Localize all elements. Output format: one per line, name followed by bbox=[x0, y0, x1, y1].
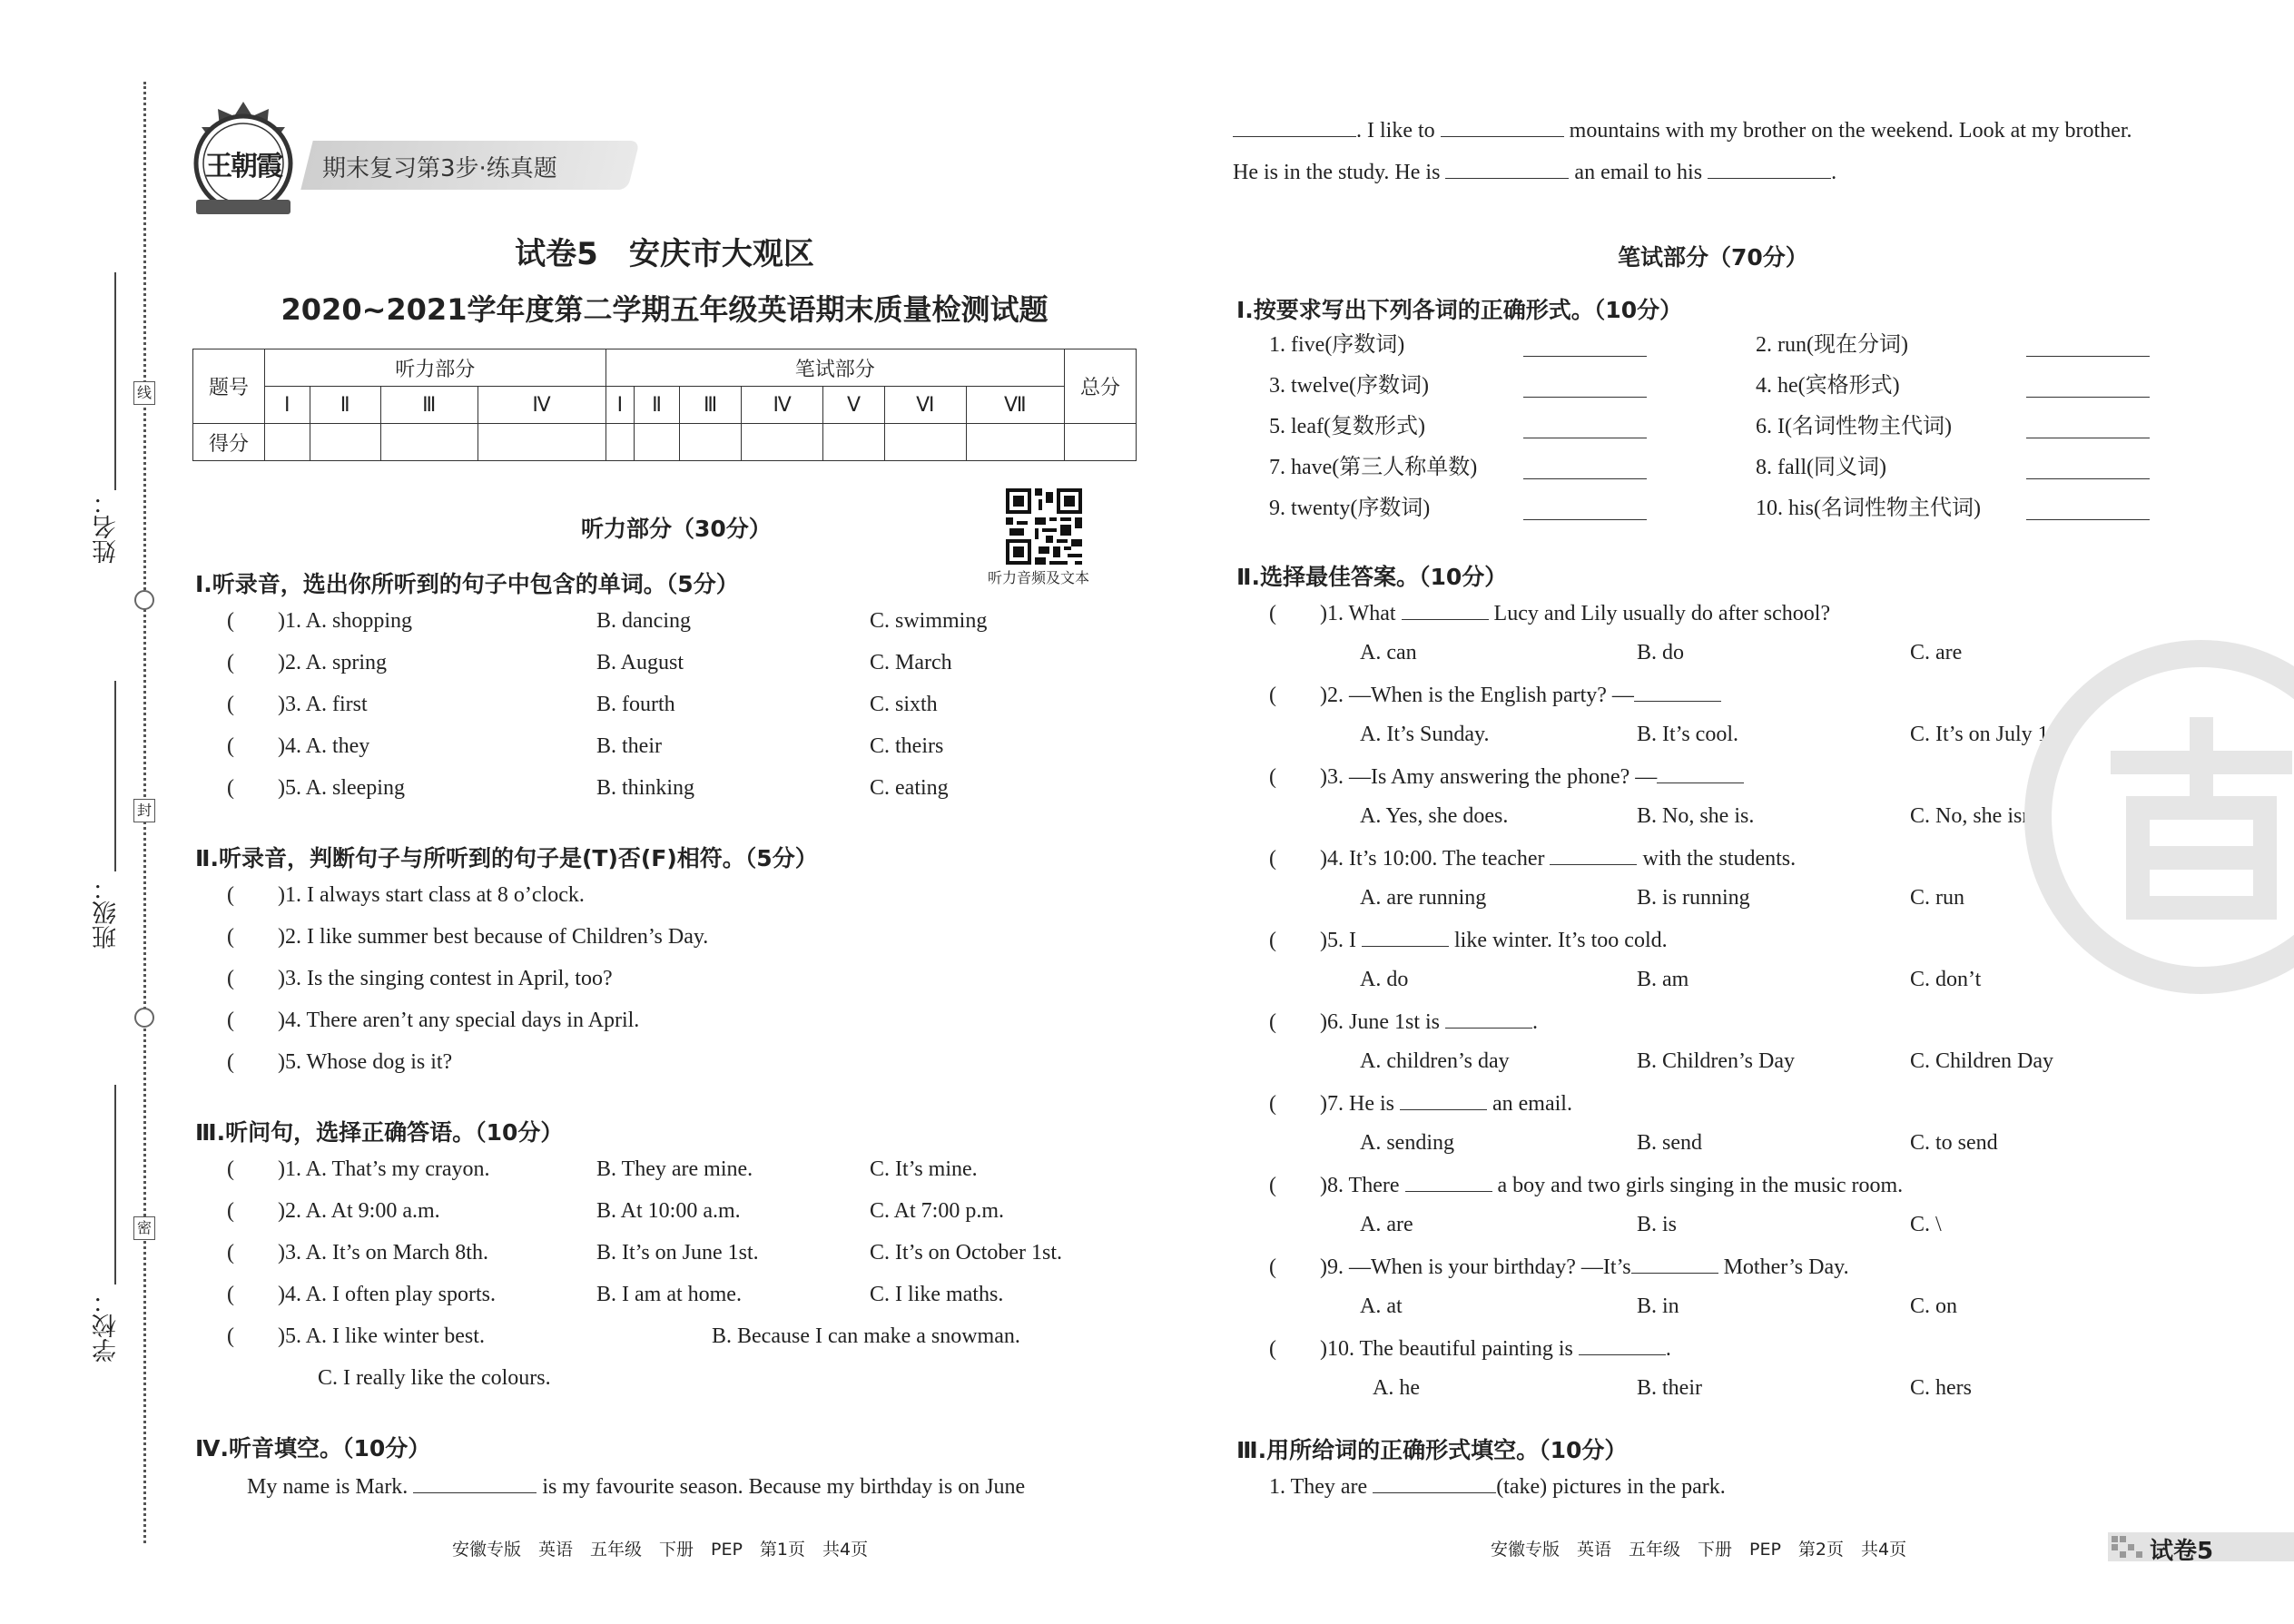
col-l3: Ⅲ bbox=[380, 387, 478, 424]
w-s2-q7-c: C. to send bbox=[1910, 1131, 1998, 1155]
w-s2-q5-a: A. do bbox=[1360, 968, 1409, 991]
question-text: Mother’s Day. bbox=[1723, 1255, 1849, 1279]
w-s2-q4 bbox=[1269, 846, 1796, 870]
question-text[interactable]: ( )5. I bbox=[1269, 929, 1356, 952]
score-cell[interactable] bbox=[966, 424, 1064, 461]
fill-blank bbox=[1405, 1173, 1492, 1192]
l-s3-q3-b: B. It’s on June 1st. bbox=[596, 1241, 759, 1265]
w-s2-q8-c: C. \ bbox=[1910, 1213, 1942, 1236]
col-l4: Ⅳ bbox=[478, 387, 605, 424]
l-s1-q2-b: B. August bbox=[596, 651, 684, 674]
question-text[interactable]: ( )3. —Is Amy answering the phone? — bbox=[1269, 765, 1658, 789]
w-s2-q9 bbox=[1269, 1255, 1849, 1278]
question-text: Lucy and Lily usually do after school? bbox=[1493, 602, 1831, 625]
l-s2-q5[interactable]: ( )5. Whose dog is it? bbox=[227, 1050, 453, 1074]
l-s4-text: is my favourite season. Because my birthday is on June bbox=[542, 1475, 1026, 1499]
w-s2-q5 bbox=[1269, 928, 1668, 951]
fill-blank bbox=[1631, 1255, 1718, 1274]
w-s1-blank[interactable] bbox=[2026, 338, 2150, 357]
w-s2-q10-c: C. hers bbox=[1910, 1376, 1972, 1400]
l-s4-line1 bbox=[247, 1474, 1025, 1498]
question-text: an email. bbox=[1492, 1092, 1572, 1116]
l-s4-heading: Ⅳ.听音填空。（10分） bbox=[195, 1435, 431, 1462]
l-s3-q1-c: C. It’s mine. bbox=[870, 1157, 978, 1181]
l-s1-q2[interactable]: ( )2. A. spring bbox=[227, 651, 387, 674]
seal-mark-xian: 线 bbox=[133, 381, 155, 405]
l-s2-q4[interactable]: ( )4. There aren’t any special days in April. bbox=[227, 1009, 640, 1032]
question-text: like winter. It’s too cold. bbox=[1453, 929, 1668, 952]
written-header: 笔试部分 bbox=[605, 349, 1065, 387]
w-s1-q9: 9. twenty(序数词) bbox=[1269, 497, 1431, 520]
col-w5: Ⅴ bbox=[823, 387, 885, 424]
w-s2-q8 bbox=[1269, 1173, 1903, 1196]
w-s2-q1 bbox=[1269, 601, 1830, 625]
l-s3-q4-b: B. I am at home. bbox=[596, 1283, 742, 1306]
exam-subtitle: 2020~2021学年度第二学期五年级英语期末质量检测试题 bbox=[281, 292, 1049, 327]
fill-blank bbox=[1634, 683, 1721, 702]
w-s1-blank[interactable] bbox=[2026, 460, 2150, 479]
score-table bbox=[192, 349, 1137, 461]
w-s2-q3 bbox=[1269, 764, 1744, 788]
l-s1-q1[interactable]: ( )1. A. shopping bbox=[227, 609, 412, 633]
footer-right: 安徽专版 英语 五年级 下册 PEP 第2页 共4页 bbox=[1491, 1540, 1907, 1560]
score-cell[interactable] bbox=[742, 424, 823, 461]
name-field[interactable] bbox=[114, 272, 116, 490]
w-s2-q4-c: C. run bbox=[1910, 886, 1964, 910]
w-s2-q3-b: B. No, she is. bbox=[1637, 804, 1755, 828]
w-s2-q1-c: C. are bbox=[1910, 641, 1963, 664]
fill-blank bbox=[1362, 928, 1449, 947]
exam-title: 试卷5 安庆市大观区 bbox=[515, 236, 814, 272]
col-w4: Ⅳ bbox=[742, 387, 823, 424]
fill-blank bbox=[1657, 764, 1744, 783]
score-cell[interactable] bbox=[884, 424, 966, 461]
written-title: 笔试部分（70分） bbox=[1618, 244, 1808, 271]
w-s2-q5-b: B. am bbox=[1637, 968, 1689, 991]
question-text[interactable]: ( )6. June 1st is bbox=[1269, 1010, 1440, 1034]
w-s1-q8: 8. fall(同义词) bbox=[1756, 456, 1886, 479]
l-s3-q3-c: C. It’s on October 1st. bbox=[870, 1241, 1062, 1265]
question-text[interactable]: ( )4. It’s 10:00. The teacher bbox=[1269, 847, 1545, 871]
score-cell[interactable] bbox=[605, 424, 635, 461]
name-label: 姓名： bbox=[93, 490, 121, 564]
brand-logo bbox=[180, 98, 307, 216]
w-s2-q3-c: C. No, she isn’t. bbox=[1910, 804, 2052, 828]
w-s1-q2: 2. run(现在分词) bbox=[1756, 333, 1908, 357]
w-s2-q2-c: C. It’s on July 1st. bbox=[1910, 723, 2069, 746]
col-w1: Ⅰ bbox=[605, 387, 635, 424]
l-s3-q2[interactable]: ( )2. A. At 9:00 a.m. bbox=[227, 1199, 440, 1223]
fill-blank bbox=[1579, 1336, 1666, 1355]
w-s2-q8-a: A. are bbox=[1360, 1213, 1413, 1236]
row-label-number: 题号 bbox=[193, 349, 265, 424]
w-s2-q10 bbox=[1269, 1336, 1671, 1360]
w-s2-q10-b: B. their bbox=[1637, 1376, 1702, 1400]
score-cell[interactable] bbox=[478, 424, 605, 461]
w-s2-q9-a: A. at bbox=[1360, 1294, 1403, 1318]
l-s1-q1-c: C. swimming bbox=[870, 609, 988, 633]
col-w7: Ⅶ bbox=[966, 387, 1064, 424]
w-s1-blank[interactable] bbox=[1523, 460, 1647, 479]
l-s1-q4-c: C. theirs bbox=[870, 734, 944, 758]
total-header: 总分 bbox=[1065, 349, 1137, 424]
l-s4-text: My name is Mark. bbox=[247, 1475, 409, 1499]
score-cell[interactable] bbox=[635, 424, 680, 461]
w-s2-q4-a: A. are running bbox=[1360, 886, 1487, 910]
qr-caption: 听力音频及文本 bbox=[988, 569, 1090, 586]
w-s2-q6-c: C. Children Day bbox=[1910, 1049, 2053, 1073]
logo-wordmark: 王朝霞 bbox=[205, 151, 281, 182]
w-s3-heading: Ⅲ.用所给词的正确形式填空。（10分） bbox=[1236, 1437, 1628, 1463]
w-s2-q6-a: A. children’s day bbox=[1360, 1049, 1510, 1073]
fill-blank[interactable] bbox=[1445, 160, 1569, 179]
w-s1-blank[interactable] bbox=[2026, 379, 2150, 398]
r-s4-text: . I like to bbox=[1356, 119, 1435, 143]
w-s1-q3: 3. twelve(序数词) bbox=[1269, 374, 1429, 398]
w-s2-q1-b: B. do bbox=[1637, 641, 1685, 664]
score-cell[interactable] bbox=[823, 424, 885, 461]
r-s4-text: mountains with my brother on the weekend. Look at my brother. bbox=[1569, 119, 2132, 143]
l-s3-q5-b: B. Because I can make a snowman. bbox=[712, 1324, 1020, 1348]
col-w3: Ⅲ bbox=[680, 387, 742, 424]
w-s1-q4: 4. he(宾格形式) bbox=[1756, 374, 1900, 398]
w-s2-q6-b: B. Children’s Day bbox=[1637, 1049, 1795, 1073]
w-s2-q8-b: B. is bbox=[1637, 1213, 1678, 1236]
l-s1-q5-c: C. eating bbox=[870, 776, 949, 800]
l-s2-q3[interactable]: ( )3. Is the singing contest in April, too? bbox=[227, 967, 613, 990]
w-s1-blank[interactable] bbox=[2026, 501, 2150, 520]
question-text: (take) pictures in the park. bbox=[1496, 1475, 1726, 1499]
w-s1-q10: 10. his(名词性物主代词) bbox=[1756, 497, 1981, 520]
question-text: a boy and two girls singing in the music room. bbox=[1497, 1174, 1904, 1197]
w-s1-blank[interactable] bbox=[1523, 338, 1647, 357]
l-s1-q4-b: B. their bbox=[596, 734, 662, 758]
r-s4-line3 bbox=[1233, 160, 1836, 183]
l-s3-q5-c: C. I really like the colours. bbox=[318, 1366, 551, 1390]
question-text[interactable]: ( )1. What bbox=[1269, 602, 1396, 625]
col-w2: Ⅱ bbox=[635, 387, 680, 424]
listening-title: 听力部分（30分） bbox=[581, 516, 772, 542]
l-s3-q3[interactable]: ( )3. A. It’s on March 8th. bbox=[227, 1241, 488, 1265]
w-s2-q2-b: B. It’s cool. bbox=[1637, 723, 1738, 746]
question-text: . bbox=[1532, 1010, 1538, 1034]
l-s1-q4[interactable]: ( )4. A. they bbox=[227, 734, 370, 758]
fill-blank bbox=[1550, 846, 1637, 865]
fill-blank[interactable] bbox=[1233, 118, 1356, 137]
fill-blank[interactable] bbox=[1373, 1474, 1496, 1493]
w-s2-q2-a: A. It’s Sunday. bbox=[1360, 723, 1490, 746]
l-s3-q5[interactable]: ( )5. A. I like winter best. bbox=[227, 1324, 485, 1348]
question-text: with the students. bbox=[1642, 847, 1797, 871]
score-cell[interactable] bbox=[680, 424, 742, 461]
l-s3-q4-c: C. I like maths. bbox=[870, 1283, 1004, 1306]
w-s2-q3-a: A. Yes, she does. bbox=[1360, 804, 1509, 828]
l-s3-q4[interactable]: ( )4. A. I often play sports. bbox=[227, 1283, 496, 1306]
seal-watermark-glyph bbox=[2083, 699, 2294, 935]
w-s2-q9-b: B. in bbox=[1637, 1294, 1679, 1318]
binding-hole bbox=[134, 590, 154, 610]
l-s3-q1-b: B. They are mine. bbox=[596, 1157, 753, 1181]
section-badge-text: 期末复习第3步·练真题 bbox=[322, 155, 557, 182]
school-label: 学校： bbox=[93, 1289, 121, 1363]
score-cell[interactable] bbox=[380, 424, 478, 461]
r-s4-line2 bbox=[1233, 118, 2132, 142]
w-s1-blank[interactable] bbox=[2026, 419, 2150, 438]
w-s2-q4-b: B. is running bbox=[1637, 886, 1750, 910]
w-s1-blank[interactable] bbox=[1523, 419, 1647, 438]
w-s2-q6 bbox=[1269, 1009, 1538, 1033]
l-s1-q3[interactable]: ( )3. A. first bbox=[227, 693, 368, 716]
question-text[interactable]: ( )2. —When is the English party? — bbox=[1269, 684, 1634, 707]
listening-header: 听力部分 bbox=[265, 349, 606, 387]
l-s2-heading: Ⅱ.听录音，判断句子与所听到的句子是(T)否(F)相符。（5分） bbox=[195, 845, 818, 871]
l-s3-q2-b: B. At 10:00 a.m. bbox=[596, 1199, 741, 1223]
seal-mark-mi: 密 bbox=[133, 1216, 155, 1240]
l-s3-q2-c: C. At 7:00 p.m. bbox=[870, 1199, 1005, 1223]
w-s2-q5-c: C. don’t bbox=[1910, 968, 1982, 991]
w-s1-q5: 5. leaf(复数形式) bbox=[1269, 415, 1425, 438]
l-s1-heading: Ⅰ.听录音，选出你所听到的句子中包含的单词。（5分） bbox=[195, 571, 739, 597]
fill-blank bbox=[1400, 1091, 1487, 1110]
w-s2-q7 bbox=[1269, 1091, 1572, 1115]
w-s2-q2 bbox=[1269, 683, 1721, 706]
w-s3-q1 bbox=[1269, 1474, 1726, 1498]
l-s1-q3-b: B. fourth bbox=[596, 693, 675, 716]
fill-blank bbox=[1402, 601, 1489, 620]
w-s1-q6: 6. I(名词性物主代词) bbox=[1756, 415, 1952, 438]
question-text: . bbox=[1665, 1337, 1671, 1361]
w-s1-q7: 7. have(第三人称单数) bbox=[1269, 456, 1478, 479]
fill-blank[interactable] bbox=[1441, 118, 1564, 137]
w-s1-blank[interactable] bbox=[1523, 379, 1647, 398]
class-field[interactable] bbox=[114, 681, 116, 871]
r-s4-text: He is in the study. He is bbox=[1233, 161, 1441, 184]
score-cell[interactable] bbox=[310, 424, 380, 461]
l-s1-q5[interactable]: ( )5. A. sleeping bbox=[227, 776, 405, 800]
fill-blank bbox=[1445, 1009, 1532, 1029]
footer-tab-label: 试卷5 bbox=[2150, 1538, 2214, 1565]
footer-left: 安徽专版 英语 五年级 下册 PEP 第1页 共4页 bbox=[452, 1540, 869, 1560]
l-s1-q3-c: C. sixth bbox=[870, 693, 938, 716]
class-label: 班级： bbox=[93, 876, 121, 950]
binding-hole bbox=[134, 1008, 154, 1028]
l-s2-q1[interactable]: ( )1. I always start class at 8 o’clock. bbox=[227, 883, 585, 907]
fill-blank[interactable] bbox=[1708, 160, 1831, 179]
question-text[interactable]: ( )9. —When is your birthday? —It’s bbox=[1269, 1255, 1631, 1279]
l-s1-q2-c: C. March bbox=[870, 651, 952, 674]
qr-code-icon[interactable] bbox=[1006, 488, 1082, 565]
w-s2-q1-a: A. can bbox=[1360, 641, 1417, 664]
w-s2-q10-a: A. he bbox=[1373, 1376, 1420, 1400]
question-text[interactable]: ( )8. There bbox=[1269, 1174, 1400, 1197]
r-s4-text: an email to his bbox=[1574, 161, 1703, 184]
col-l2: Ⅱ bbox=[310, 387, 380, 424]
w-s2-q7-b: B. send bbox=[1637, 1131, 1702, 1155]
row-label-score: 得分 bbox=[193, 424, 265, 461]
l-s3-q1[interactable]: ( )1. A. That’s my crayon. bbox=[227, 1157, 490, 1181]
w-s1-q1: 1. five(序数词) bbox=[1269, 333, 1405, 357]
w-s1-blank[interactable] bbox=[1523, 501, 1647, 520]
w-s1-heading: Ⅰ.按要求写出下列各词的正确形式。（10分） bbox=[1236, 297, 1683, 323]
seal-mark-feng: 封 bbox=[133, 799, 155, 822]
l-s1-q1-b: B. dancing bbox=[596, 609, 691, 633]
score-cell[interactable] bbox=[1065, 424, 1137, 461]
w-s2-heading: Ⅱ.选择最佳答案。（10分） bbox=[1236, 564, 1508, 590]
school-field[interactable] bbox=[114, 1085, 116, 1284]
col-l1: Ⅰ bbox=[265, 387, 310, 424]
l-s2-q2[interactable]: ( )2. I like summer best because of Children’s Day. bbox=[227, 925, 709, 949]
question-text[interactable]: ( )7. He is bbox=[1269, 1092, 1394, 1116]
w-s2-q7-a: A. sending bbox=[1360, 1131, 1454, 1155]
pixel-icon bbox=[2112, 1536, 2142, 1562]
l-s1-q5-b: B. thinking bbox=[596, 776, 695, 800]
w-s2-q9-c: C. on bbox=[1910, 1294, 1958, 1318]
col-w6: Ⅵ bbox=[884, 387, 966, 424]
question-text[interactable]: ( )10. The beautiful painting is bbox=[1269, 1337, 1573, 1361]
r-s4-text: . bbox=[1831, 161, 1837, 184]
fill-blank[interactable] bbox=[413, 1474, 537, 1493]
question-text: 1. They are bbox=[1269, 1475, 1368, 1499]
score-cell[interactable] bbox=[265, 424, 310, 461]
l-s3-heading: Ⅲ.听问句，选择正确答语。（10分） bbox=[195, 1119, 564, 1146]
